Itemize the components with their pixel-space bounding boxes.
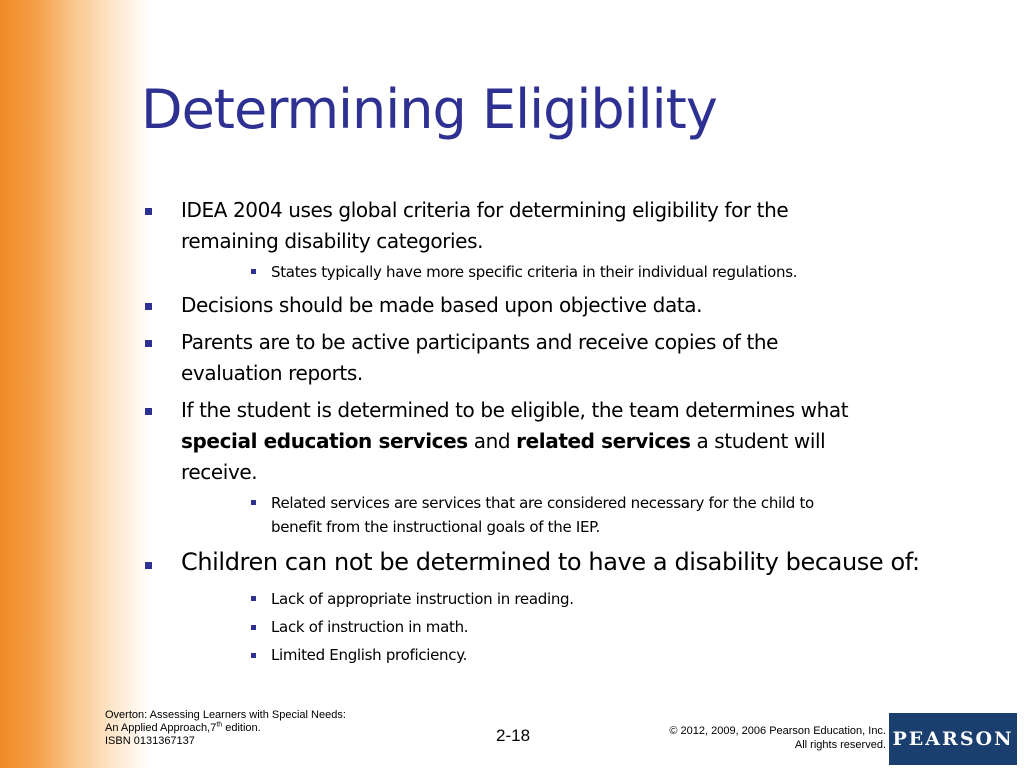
bullet-eligible-line1: If the student is determined to be eligible, the team determines what xyxy=(181,398,849,422)
bullet-eligible-line2 xyxy=(181,426,825,457)
bullet-idea-2004-line2: remaining disability categories. xyxy=(181,229,484,253)
footer-book-title: Overton: Assessing Learners with Special Needs: xyxy=(105,709,346,721)
bullet-marker xyxy=(145,408,152,415)
pearson-logo xyxy=(889,713,1017,765)
bold-related-services: related services xyxy=(516,429,691,453)
slide-title: Determining Eligibility xyxy=(141,78,717,141)
footer-copyright xyxy=(669,724,886,752)
footer-isbn: ISBN 0131367137 xyxy=(105,735,195,747)
bullet-idea-2004-line1: IDEA 2004 uses global criteria for determining eligibility for the xyxy=(181,198,789,222)
footer-edition-sup: th xyxy=(216,721,223,729)
bullet-children-disability: Children can not be determined to have a disability because of: xyxy=(181,548,920,576)
side-gradient-band xyxy=(0,0,150,768)
sub-bullet-marker xyxy=(251,500,256,505)
sub-bullet-marker xyxy=(251,269,256,274)
bold-special-education-services: special education services xyxy=(181,429,468,453)
footer-book-edition xyxy=(105,722,346,735)
bullet-parents-line2: evaluation reports. xyxy=(181,361,363,385)
sub-bullet-lack-math: Lack of instruction in math. xyxy=(271,618,469,636)
sub-bullet-marker xyxy=(251,596,256,601)
sub-bullet-marker xyxy=(251,625,256,630)
sub-bullet-related-services-line2: benefit from the instructional goals of the IEP. xyxy=(271,518,601,536)
bullet-objective-data: Decisions should be made based upon objective data. xyxy=(181,293,703,317)
text-a-student-will: a student will xyxy=(690,429,826,453)
copyright-line: © 2012, 2009, 2006 Pearson Education, Inc. xyxy=(669,725,886,737)
bullet-marker xyxy=(145,208,152,215)
sub-bullet-lack-reading: Lack of appropriate instruction in reading. xyxy=(271,590,574,608)
sub-bullet-marker xyxy=(251,653,256,658)
pearson-logo-text: PEARSON xyxy=(892,728,1014,750)
bullet-marker xyxy=(145,303,152,310)
rights-line: All rights reserved. xyxy=(794,739,886,751)
text-and: and xyxy=(467,429,517,453)
footer-edition-suffix: edition. xyxy=(222,722,261,734)
bullet-marker xyxy=(145,562,152,569)
sub-bullet-states-criteria: States typically have more specific criteria in their individual regulations. xyxy=(271,263,798,281)
sub-bullet-limited-english: Limited English proficiency. xyxy=(271,646,468,664)
bullet-marker xyxy=(145,340,152,347)
page-number: 2-18 xyxy=(496,726,531,745)
footer-edition-text: An Applied Approach,7 xyxy=(105,722,217,734)
footer-book-info xyxy=(105,709,346,748)
bullet-parents-line1: Parents are to be active participants and receive copies of the xyxy=(181,330,779,354)
bullet-eligible-line3: receive. xyxy=(181,460,258,484)
sub-bullet-related-services-line1: Related services are services that are considered necessary for the child to xyxy=(271,494,814,512)
